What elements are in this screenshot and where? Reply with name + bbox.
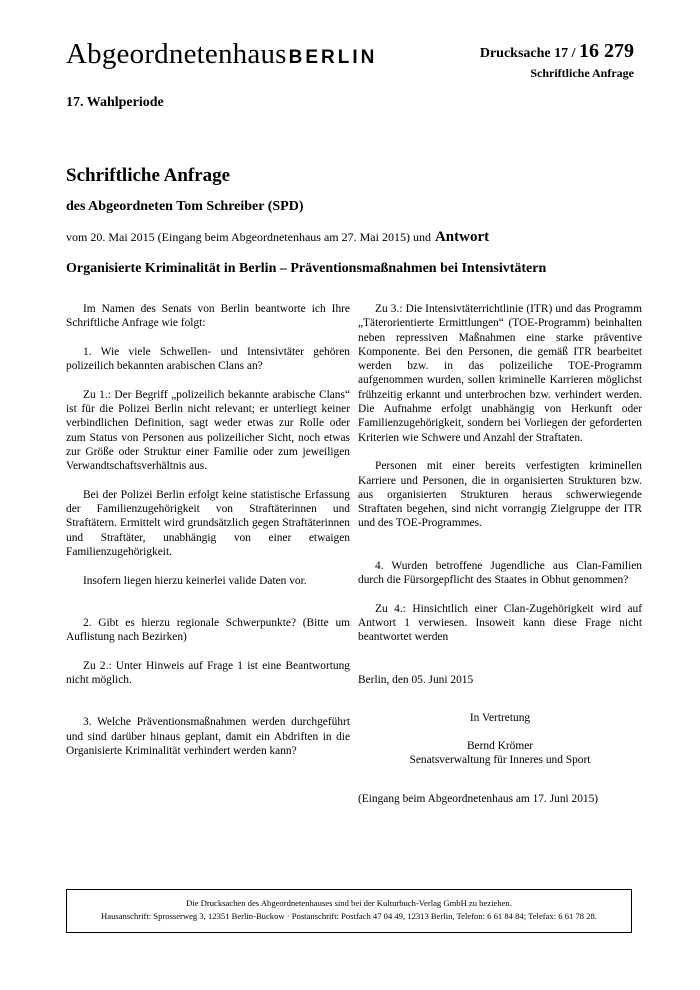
paragraph: Personen mit einer bereits verfestigten kriminellen Karriere und Personen, die in organisierten Strukturen bzw. aus organisierten Strukturen heraus schwerwiegende Straftaten begehen, sind nicht vorrangig Zielgruppe der ITR und des TOE-Programmes. [358, 460, 642, 530]
drucksache-type: Schriftliche Anfrage [530, 66, 634, 80]
vertretung: In Vertretung [469, 711, 531, 724]
paragraph: Bei der Polizei Berlin erfolgt keine statistische Erfassung der Familienzugehörigkeit von Straftäterinnen und Straftätern. Ermittelt wird grundsätzlich gegen Straftäterinnen und Straftäter, unabhängig von einer etwaigen Familienzugehörigkeit. [66, 488, 350, 559]
answer-4: Zu 4.: Hinsichtlich einer Clan-Zugehörigkeit wird auf Antwort 1 verwiesen. Insoweit kann diese Frage nicht beantwortet werden [358, 602, 642, 644]
date-text: vom 20. Mai 2015 (Eingang beim Abgeordnetenhaus am 27. Mai 2015) und [66, 230, 431, 244]
paragraph: Insofern liegen hierzu keinerlei valide Daten vor. [83, 574, 307, 587]
drucksache-prefix: Drucksache 17 / [479, 46, 576, 61]
question-1: 1. Wie viele Schwellen- und Intensivtäter gehören polizeilich bekannten arabischen Clans an? [66, 345, 350, 373]
question-3: 3. Welche Präventionsmaßnahmen werden durchgeführt und sind darüber hinaus geplant, damit ein Abdriften in die Organisierte Kriminalität verhindert werden kann? [66, 716, 350, 758]
drucksache-number [480, 40, 634, 63]
date-line [66, 229, 489, 246]
footer-box [66, 889, 632, 933]
signer-name: Bernd Krömer [466, 740, 534, 753]
antwort-label: Antwort [434, 229, 490, 245]
answer-2: Zu 2.: Unter Hinweis auf Frage 1 ist eine Beantwortung nicht möglich. [66, 659, 350, 687]
place-date: Berlin, den 05. Juni 2015 [358, 673, 474, 686]
wahlperiode: 17. Wahlperiode [66, 95, 164, 110]
question-2: 2. Gibt es hierzu regionale Schwerpunkte? (Bitte um Auflistung nach Bezirken) [66, 616, 350, 644]
logo-city-text: BERLIN [288, 47, 378, 68]
paragraph: Im Namen des Senats von Berlin beantworte ich Ihre Schriftliche Anfrage wie folgt: [66, 303, 350, 330]
right-column [358, 302, 642, 820]
footer-line-1: Die Drucksachen des Abgeordnetenhauses sind bei der Kulturbuch-Verlag GmbH zu beziehen. [186, 898, 512, 908]
document-subtitle: des Abgeordneten Tom Schreiber (SPD) [66, 199, 304, 214]
answer-3: Zu 3.: Die Intensivtäterrichtlinie (ITR) und das Programm „Täterorientierte Ermittlungen“ (TOE-Programm) beinhalten neben repressiven Maßnahmen eine starke präventive Komponente. Bei den Personen, die gemäß ITR bearbeitet werden bzw. in das polizeiliche TOE-Programm aufgenommen wurden, sollen kriminelle Karrieren möglichst frühzeitig erkannt und unterbrochen bzw. verhindert werden. Die Aufnahme erfolgt unabhängig von Herkunft oder Familienzugehörigkeit, sondern bei Vorliegen der geforderten Kriterien wie Schwere und Anzahl der Straftaten. [358, 303, 642, 444]
signer-department: Senatsverwaltung für Inneres und Sport [409, 754, 591, 767]
answer-1: Zu 1.: Der Begriff „polizeilich bekannte arabische Clans“ ist für die Polizei Berlin nicht relevant; er unterliegt keiner verbindlichen Definition, sagt weder etwas zur Rolle oder zum Status von Personen aus polizeilicher Sicht, noch etwas zur Größe oder Struktur einer Familie oder zum jeweiligen Verwandtschaftsverhältnis aus. [66, 388, 350, 473]
document-topic: Organisierte Kriminalität in Berlin – Präventionsmaßnahmen bei Intensivtätern [66, 261, 547, 276]
footer-line-2: Hausanschrift: Sprosserweg 3, 12351 Berlin-Buckow · Postanschrift: Postfach 47 04 49, 12313 Berlin, Telefon: 6 61 84 84; Telefax: 6 61 78 28. [101, 911, 597, 921]
logo-main-text: Abgeordnetenhaus [66, 38, 287, 70]
question-4: 4. Wurden betroffene Jugendliche aus Clan-Familien durch die Fürsorgepflicht des Staates in Obhut genommen? [358, 559, 642, 587]
eingang-note: (Eingang beim Abgeordnetenhaus am 17. Juni 2015) [358, 792, 599, 805]
logo [66, 38, 377, 71]
drucksache-value: 16 279 [579, 40, 634, 62]
document-title: Schriftliche Anfrage [66, 165, 231, 186]
left-column [66, 302, 350, 773]
